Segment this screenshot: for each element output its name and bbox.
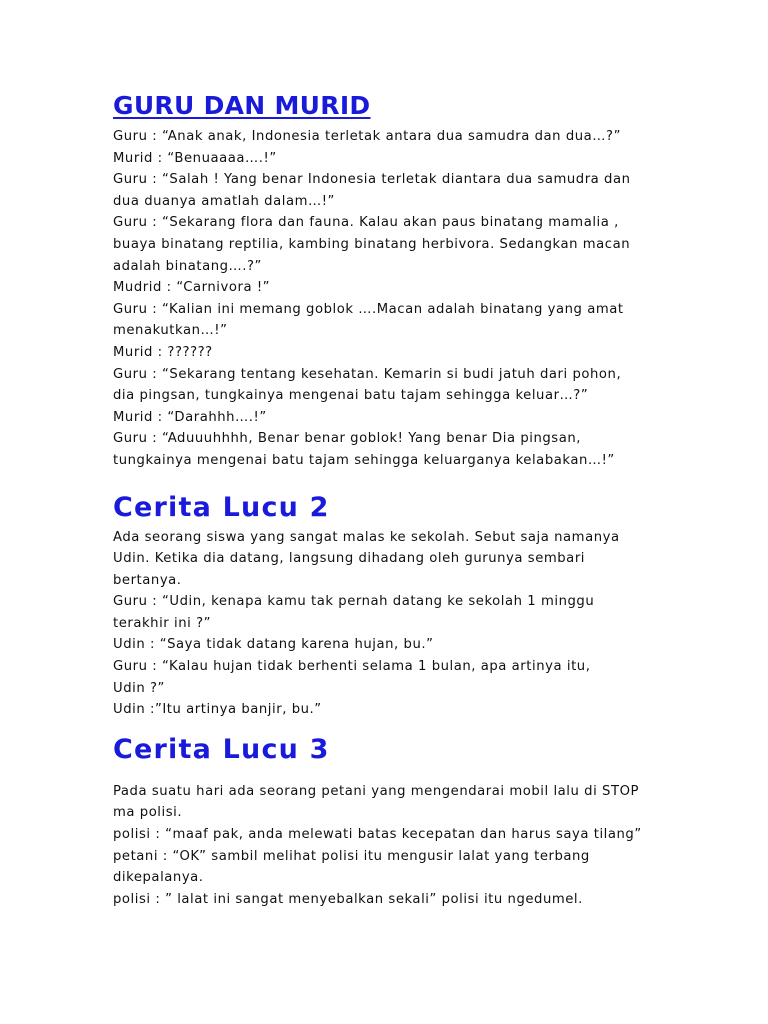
text-line: ma polisi. xyxy=(113,805,183,821)
text-line: menakutkan…!” xyxy=(113,323,228,339)
text-line: dikepalanya. xyxy=(113,870,204,886)
section-title: Cerita Lucu 2 xyxy=(113,491,330,523)
section-title: Cerita Lucu 3 xyxy=(113,733,330,765)
text-line: Pada suatu hari ada seorang petani yang mengendarai mobil lalu di STOP xyxy=(113,783,640,799)
section-guru-dan-murid xyxy=(113,88,663,472)
text-line: dua duanya amatlah dalam…!” xyxy=(113,193,335,209)
section-title: GURU DAN MURID xyxy=(113,91,371,120)
text-line: Udin : “Saya tidak datang karena hujan, bu.” xyxy=(113,637,434,653)
text-line: Guru : “Sekarang tentang kesehatan. Kemarin si budi jatuh dari pohon, xyxy=(113,366,622,382)
text-line: Udin ?” xyxy=(113,680,165,696)
section-body xyxy=(113,527,663,721)
text-line: tungkainya mengenai batu tajam sehingga keluarganya kelabakan…!” xyxy=(113,452,615,468)
text-line: Guru : “Kalian ini memang goblok ….Macan adalah binatang yang amat xyxy=(113,301,624,317)
text-line: Guru : “Aduuuhhhh, Benar benar goblok! Yang benar Dia pingsan, xyxy=(113,431,582,447)
section-body xyxy=(113,126,663,472)
section-cerita-lucu-3 xyxy=(113,731,663,911)
text-line: Mudrid : “Carnivora !” xyxy=(113,280,271,296)
text-line: adalah binatang….?” xyxy=(113,258,262,274)
text-line: buaya binatang reptilia, kambing binatang herbivora. Sedangkan macan xyxy=(113,236,631,252)
text-line: polisi : “maaf pak, anda melewati batas kecepatan dan harus saya tilang” xyxy=(113,827,642,843)
text-line: Ada seorang siswa yang sangat malas ke sekolah. Sebut saja namanya xyxy=(113,529,620,545)
document-page xyxy=(113,88,663,910)
section-body xyxy=(113,781,663,911)
text-line: Udin :”Itu artinya banjir, bu.” xyxy=(113,702,322,718)
text-line: polisi : ” lalat ini sangat menyebalkan sekali” polisi itu ngedumel. xyxy=(113,891,583,907)
text-line: Murid : ?????? xyxy=(113,344,213,360)
text-line: Guru : “Salah ! Yang benar Indonesia terletak diantara dua samudra dan xyxy=(113,172,631,188)
section-cerita-lucu-2 xyxy=(113,489,663,721)
text-line: Murid : “Darahhh….!” xyxy=(113,409,267,425)
text-line: Murid : “Benuaaaa….!” xyxy=(113,150,277,166)
text-line: Guru : “Sekarang flora dan fauna. Kalau akan paus binatang mamalia , xyxy=(113,215,619,231)
text-line: Guru : “Anak anak, Indonesia terletak antara dua samudra dan dua…?” xyxy=(113,129,621,144)
text-line: dia pingsan, tungkainya mengenai batu tajam sehingga keluar…?” xyxy=(113,388,589,404)
text-line: terakhir ini ?” xyxy=(113,615,212,631)
text-line: Guru : “Kalau hujan tidak berhenti selama 1 bulan, apa artinya itu, xyxy=(113,659,591,675)
text-line: bertanya. xyxy=(113,572,182,588)
text-line: petani : “OK” sambil melihat polisi itu mengusir lalat yang terbang xyxy=(113,848,590,864)
text-line: Guru : “Udin, kenapa kamu tak pernah datang ke sekolah 1 minggu xyxy=(113,594,595,610)
text-line: Udin. Ketika dia datang, langsung dihadang oleh gurunya sembari xyxy=(113,551,585,567)
